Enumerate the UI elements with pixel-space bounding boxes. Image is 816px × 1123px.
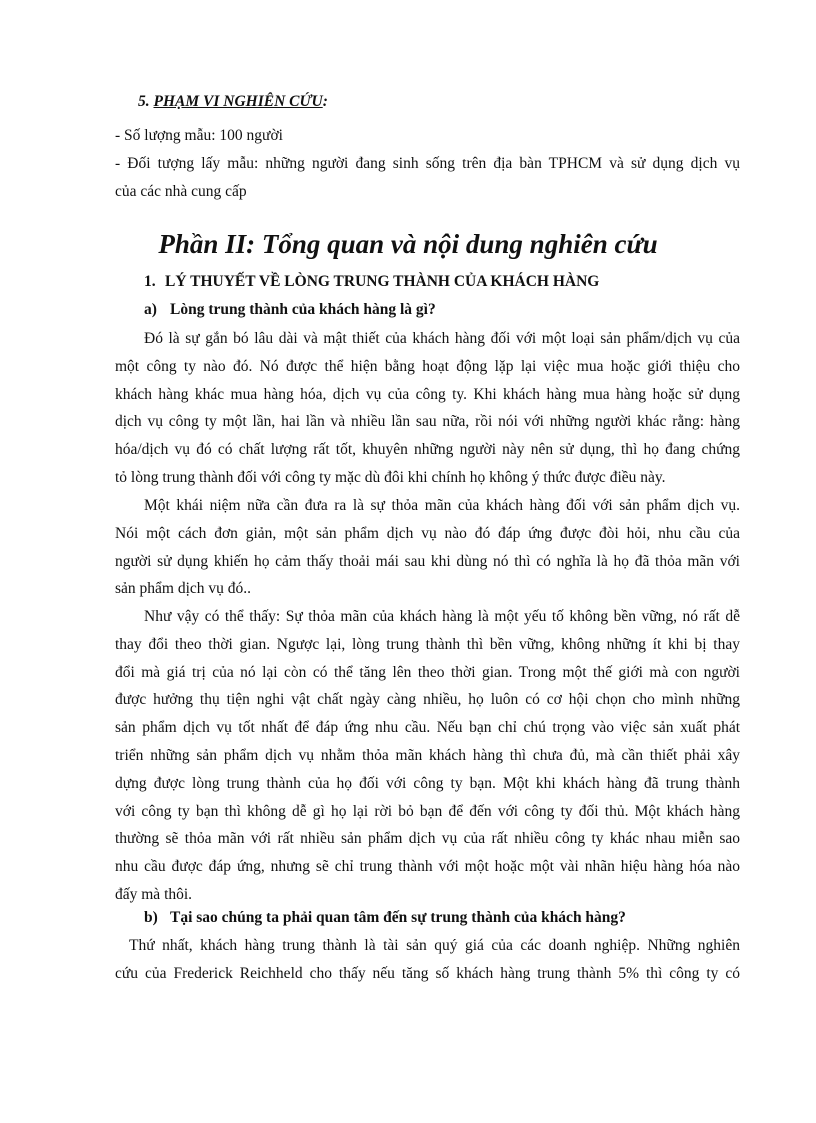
paragraph-line: dịch vụ công ty một lần, hai lần và nhiều lần sau nữa, rồi nói với những người khác rằng: hàng (115, 413, 740, 431)
paragraph-4 (115, 932, 740, 988)
paragraph-line: dựng được lòng trung thành của họ đối với công ty bạn. Một khi khách hàng đã trung thành (115, 774, 740, 792)
paragraph-line: khách hàng khác mua hàng hóa, dịch vụ của công ty. Khi khách hàng mua hàng hoặc sử dụng (115, 385, 740, 403)
sample-target-line-2: của các nhà cung cấp (115, 183, 247, 200)
paragraph-line: Một khái niệm nữa cần đưa ra là sự thỏa mãn của khách hàng đối với sản phẩm dịch vụ. (144, 497, 740, 514)
paragraph-2 (115, 492, 740, 603)
heading-a (144, 301, 436, 319)
paragraph-line: thay đổi theo thời gian. Ngược lại, lòng trung thành thì bền vững, không những ít khi bị thay (115, 635, 740, 653)
heading-b-label: b) (144, 909, 158, 926)
paragraph-line: thường sẽ thỏa mãn với rất nhiều sản phẩm dịch vụ của rất nhiều công ty khác nhau miễn sao (115, 830, 740, 848)
paragraph-line: Như vậy có thể thấy: Sự thỏa mãn của khách hàng là một yếu tố không bền vững, nó rất dễ (144, 608, 740, 625)
paragraph-line: Thứ nhất, khách hàng trung thành là tài sản quý giá của các doanh nghiệp. Những nghiên (129, 937, 740, 954)
paragraph-line: đổi mà giá trị của nó lại còn có thể tăng lên theo thời gian. Trong một thế giới mà con người (115, 663, 740, 681)
paragraph-3 (115, 603, 740, 909)
part-title: Phần II: Tổng quan và nội dung nghiên cứu (158, 229, 658, 259)
paragraph-line: sản phẩm dịch vụ đó.. (115, 580, 252, 598)
heading-1-number: 1. (144, 273, 156, 290)
paragraph-line: người sử dụng khiến họ cảm thấy thoải mái sau khi dùng nó thì có nghĩa là họ đã thỏa mãn với (115, 552, 740, 570)
heading-a-label: a) (144, 301, 157, 318)
section-number: 5. (138, 93, 150, 110)
section-5-heading (138, 93, 328, 111)
heading-1 (144, 273, 599, 291)
paragraph-line: tỏ lòng trung thành đối với công ty mặc dù đôi khi chính họ không ý thức được điều này. (115, 468, 666, 486)
heading-a-text: Lòng trung thành của khách hàng là gì? (170, 301, 436, 318)
paragraph-line: Nói một cách đơn giản, một sản phẩm dịch vụ nào đó đáp ứng được đòi hỏi, nhu cầu của (115, 524, 740, 542)
paragraph-line: cứu của Frederick Reichheld cho thấy nếu tăng số khách hàng trung thành 5% thì công ty có (115, 964, 740, 982)
paragraph-line: được hưởng thụ tiện nghi vật chất ngày càng nhiều, họ luôn có cơ hội chọn cho mình những (115, 691, 740, 709)
paragraph-line: hóa/dịch vụ đó có chất lượng rất tốt, khuyên những người này nên sử dụng, thì họ đang chứng (115, 441, 740, 459)
paragraph-line: triển những sản phẩm dịch vụ nhằm thỏa mãn khách hàng thì chưa đủ, mà cần thiết phải xây (115, 746, 740, 764)
section-title: PHẠM VI NGHIÊN CỨU (153, 93, 323, 110)
paragraph-line: một công ty nào đó. Nó được thể hiện bằng hoạt động lặp lại việc mua hoặc giới thiệu cho (115, 357, 740, 375)
paragraph-1 (115, 325, 740, 492)
heading-b (144, 909, 626, 927)
paragraph-line: với công ty bạn thì không dễ gì họ lại rời bỏ bạn để đến với công ty đối thủ. Một khách hàng (115, 802, 740, 820)
heading-1-text: LÝ THUYẾT VỀ LÒNG TRUNG THÀNH CỦA KHÁCH HÀNG (165, 273, 600, 290)
paragraph-line: đấy mà thôi. (115, 885, 193, 903)
sample-size-line: - Số lượng mẫu: 100 người (115, 127, 283, 144)
paragraph-line: sản phẩm dịch vụ tốt nhất để đáp ứng nhu cầu. Nếu bạn chỉ chú trọng vào việc sản xuất phát (115, 719, 740, 737)
sample-target-line-1: - Đối tượng lấy mẫu: những người đang sinh sống trên địa bàn TPHCM và sử dụng dịch vụ (115, 155, 740, 172)
paragraph-line: Đó là sự gắn bó lâu dài và mật thiết của khách hàng đối với một loại sản phẩm/dịch vụ của (144, 330, 740, 347)
heading-b-text: Tại sao chúng ta phải quan tâm đến sự trung thành của khách hàng? (170, 909, 626, 926)
paragraph-line: nhu cầu được đáp ứng, nhưng sẽ chỉ trung thành với một hoặc một vài nhãn hiệu hàng hóa nào (115, 858, 740, 876)
section-colon: : (322, 93, 328, 110)
